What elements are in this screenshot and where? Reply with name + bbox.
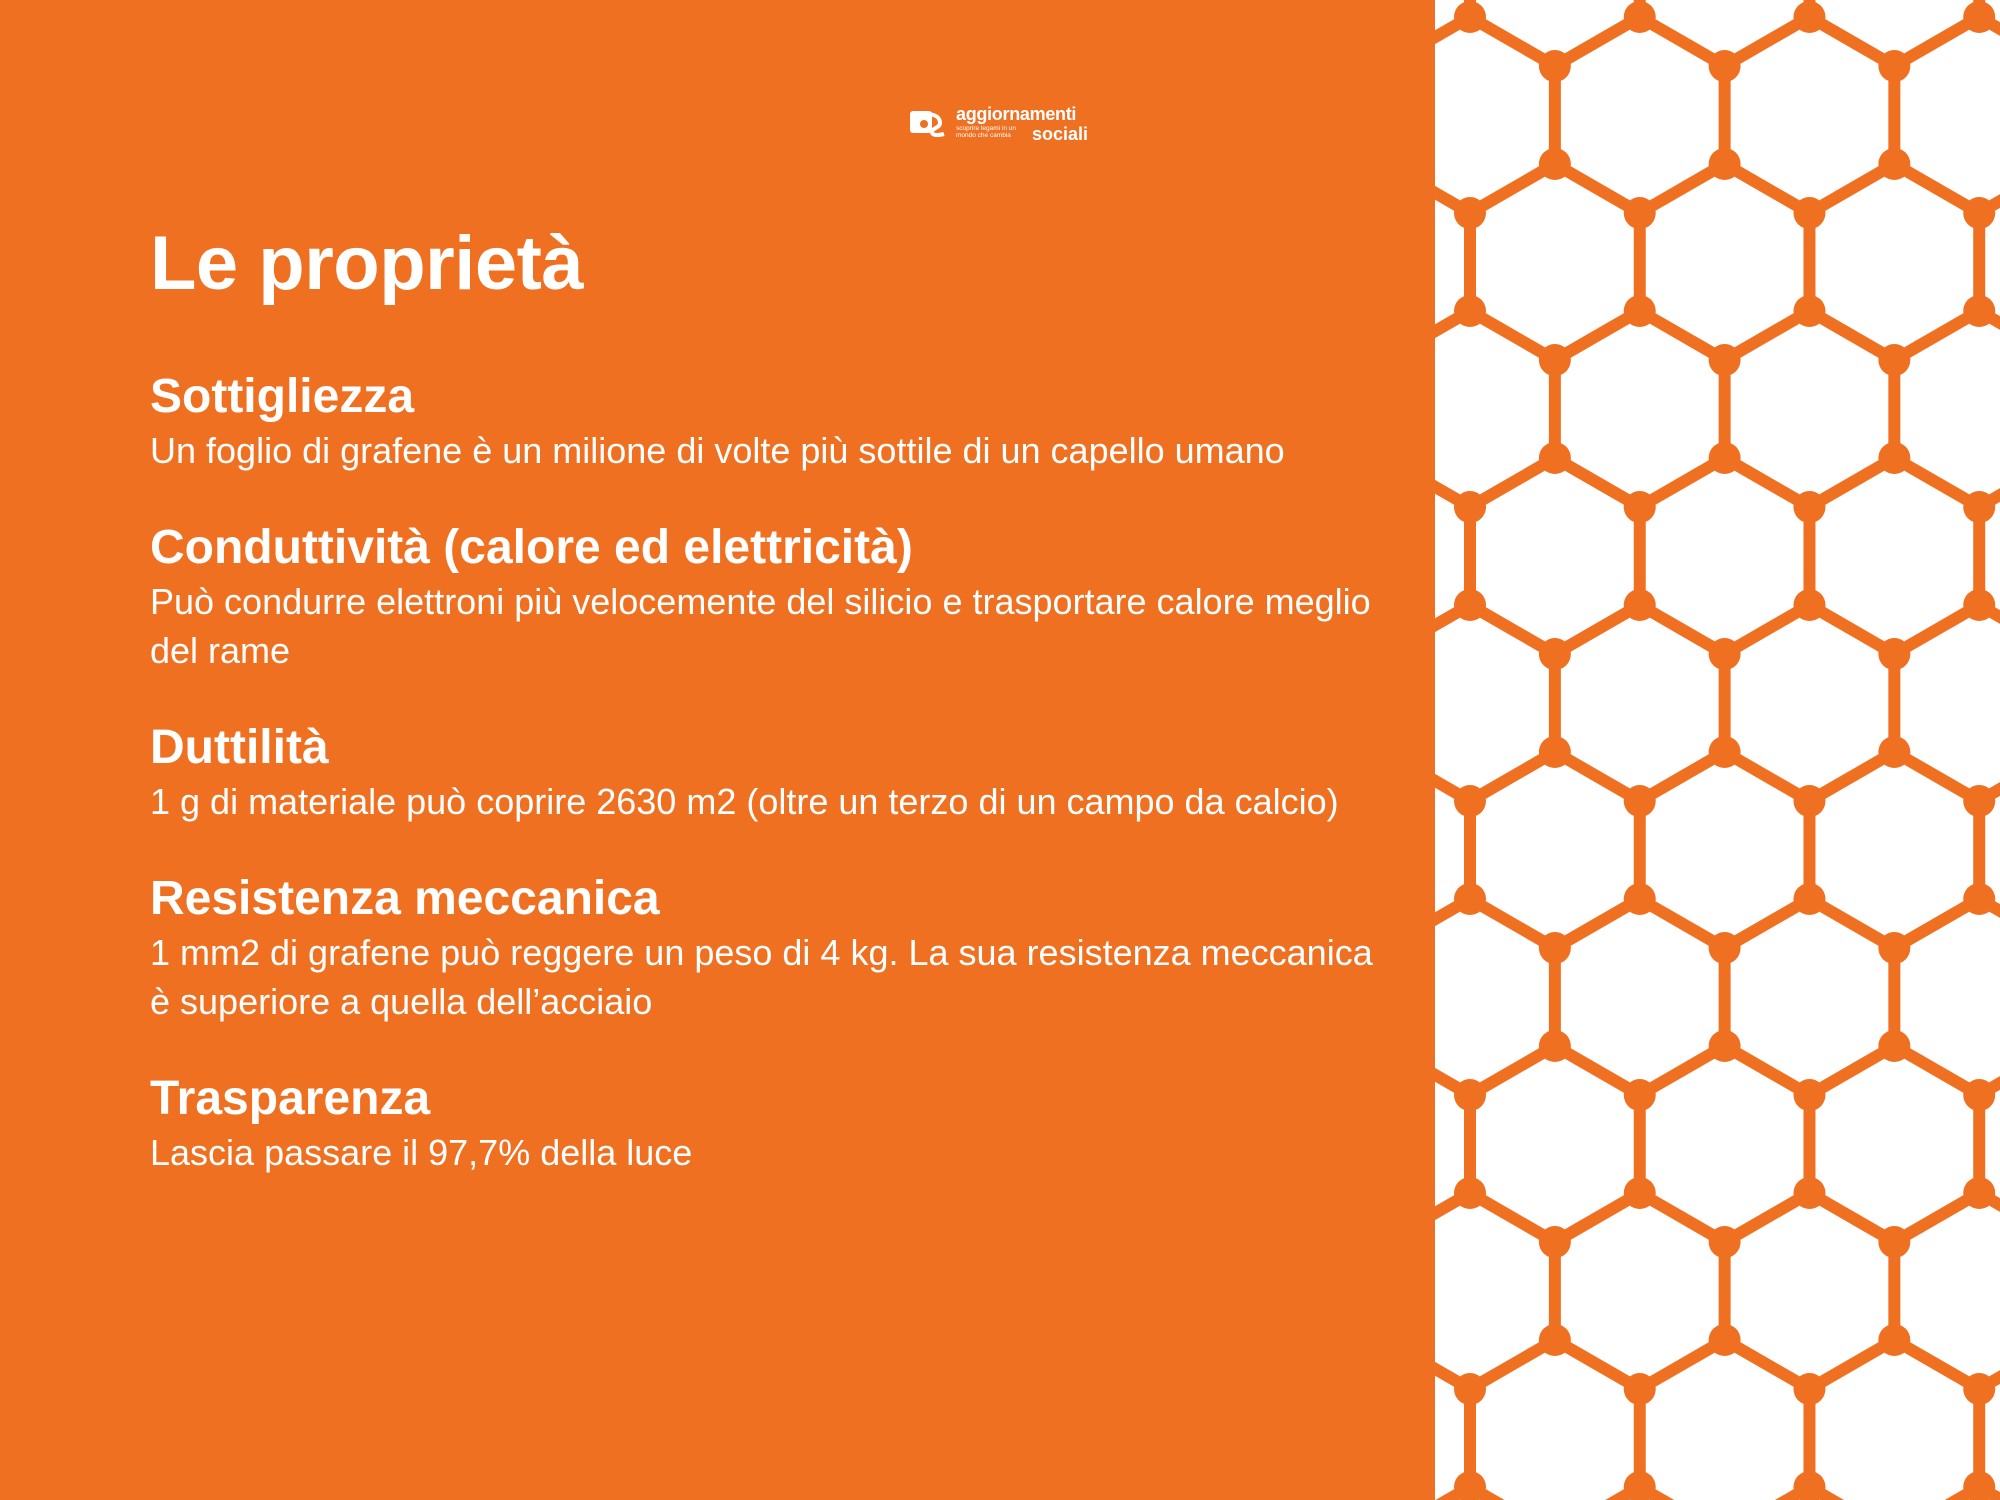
lattice-atom [1454, 589, 1486, 621]
lattice-atom [1539, 344, 1571, 376]
lattice-atom [1793, 295, 1825, 327]
lattice-atom [1963, 589, 1995, 621]
lattice-atom [1454, 1, 1486, 33]
property-item-conductivity [150, 519, 1400, 675]
lattice-atom [1793, 1177, 1825, 1209]
lattice-atom [1624, 883, 1656, 915]
lattice-atom [1709, 736, 1741, 768]
property-title: Resistenza meccanica [150, 872, 660, 925]
lattice-atom [1539, 1226, 1571, 1258]
lattice-atom [1878, 442, 1910, 474]
lattice-atom [1709, 50, 1741, 82]
lattice-atom [1878, 932, 1910, 964]
lattice-atom [1454, 1079, 1486, 1111]
lattice-atom [1793, 1471, 1825, 1500]
logo-name-bottom: sociali [1032, 124, 1089, 144]
lattice-atom [1454, 1471, 1486, 1500]
lattice-atom [1963, 1079, 1995, 1111]
lattice-atom [1963, 1177, 1995, 1209]
lattice-atom [1539, 638, 1571, 670]
lattice-atom [1793, 883, 1825, 915]
lattice-atom [1454, 1177, 1486, 1209]
lattice-atom [1963, 1, 1995, 33]
property-item-thinness [150, 368, 1400, 475]
lattice-atom [1454, 491, 1486, 523]
lattice-atom [1624, 1373, 1656, 1405]
lattice-atom [1793, 1373, 1825, 1405]
lattice-atom [1539, 1030, 1571, 1062]
lattice-atom [1878, 1324, 1910, 1356]
lattice-atom [1539, 442, 1571, 474]
lattice-atom [1793, 1, 1825, 33]
lattice-atom [1963, 1471, 1995, 1500]
lattice-atom [1539, 148, 1571, 180]
lattice-atom [1709, 344, 1741, 376]
lattice-atom [1454, 785, 1486, 817]
lattice-atom [1709, 638, 1741, 670]
lattice-atom [1709, 1226, 1741, 1258]
lattice-atom [1539, 50, 1571, 82]
lattice-atom [1624, 1, 1656, 33]
lattice-atom [1878, 736, 1910, 768]
lattice-atom [1624, 295, 1656, 327]
property-description: 1 g di materiale può coprire 2630 m2 (oltre un terzo di un campo da calcio) [150, 781, 1339, 822]
lattice-atom [1793, 491, 1825, 523]
logo-mark-icon [910, 108, 950, 138]
page-title: Le proprietà [150, 221, 584, 306]
lattice-atom [1624, 1471, 1656, 1500]
logo-name-top: aggiornamenti [956, 104, 1077, 124]
lattice-atom [1793, 785, 1825, 817]
lattice-atom [1878, 1226, 1910, 1258]
lattice-atom [1878, 344, 1910, 376]
lattice-atom [1454, 883, 1486, 915]
property-description: Può condurre elettroni più velocemente del silicio e trasportare calore meglio del rame [150, 581, 1371, 671]
lattice-atom [1624, 785, 1656, 817]
lattice-atom [1709, 932, 1741, 964]
lattice-atom [1793, 197, 1825, 229]
logo-tagline: scoprire legami in un mondo che cambia [956, 125, 1016, 139]
lattice-atom [1878, 638, 1910, 670]
property-title: Conduttività (calore ed elettricità) [150, 521, 913, 574]
graphene-hexagon-pattern [1435, 0, 2000, 1500]
lattice-atom [1963, 491, 1995, 523]
lattice-atom [1709, 1030, 1741, 1062]
property-description: 1 mm2 di grafene può reggere un peso di 4 kg. La sua resistenza meccanica è superiore a quella dell’acciaio [150, 932, 1373, 1022]
lattice-atom [1454, 295, 1486, 327]
property-description: Lascia passare il 97,7% della luce [150, 1132, 693, 1173]
property-item-transparency [150, 1070, 1400, 1177]
lattice-atom [1963, 1373, 1995, 1405]
lattice-atom [1878, 50, 1910, 82]
lattice-atom [1624, 197, 1656, 229]
property-item-mechanical-strength [150, 870, 1400, 1026]
lattice-atom [1539, 736, 1571, 768]
lattice-atom [1624, 1079, 1656, 1111]
lattice-atom [1963, 883, 1995, 915]
lattice-atom [1454, 197, 1486, 229]
lattice-atom [1793, 1079, 1825, 1111]
lattice-atom [1963, 785, 1995, 817]
lattice-atom [1709, 148, 1741, 180]
lattice-atom [1793, 589, 1825, 621]
properties-list [150, 368, 1400, 1221]
property-title: Trasparenza [150, 1072, 431, 1125]
lattice-atom [1878, 148, 1910, 180]
property-item-ductility [150, 719, 1400, 826]
lattice-atom [1878, 1030, 1910, 1062]
lattice-atom [1539, 1324, 1571, 1356]
lattice-atom [1624, 491, 1656, 523]
lattice-atom [1963, 295, 1995, 327]
property-title: Sottigliezza [150, 370, 415, 423]
lattice-atom [1709, 1324, 1741, 1356]
lattice-atom [1624, 1177, 1656, 1209]
property-title: Duttilità [150, 721, 329, 774]
lattice-atom [1963, 197, 1995, 229]
lattice-atom [1709, 442, 1741, 474]
aggiornamenti-sociali-logo [910, 104, 1090, 144]
lattice-atom [1454, 1373, 1486, 1405]
lattice-atom [1539, 932, 1571, 964]
property-description: Un foglio di grafene è un milione di volte più sottile di un capello umano [150, 430, 1285, 471]
lattice-atom [1624, 589, 1656, 621]
